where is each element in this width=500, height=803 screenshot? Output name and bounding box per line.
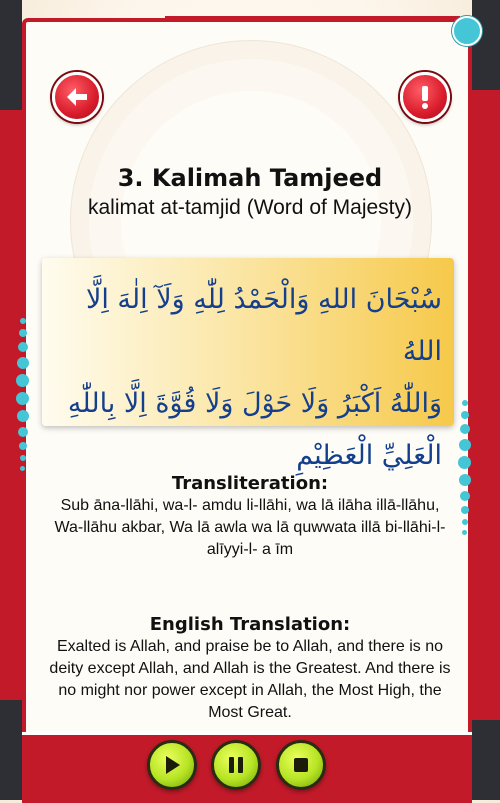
arabic-line-3: الْعَلِيِّ الْعَظِيْمِ bbox=[296, 440, 442, 471]
top-divider bbox=[165, 16, 460, 19]
exclamation-icon bbox=[414, 84, 436, 110]
stop-icon bbox=[290, 754, 312, 776]
play-button[interactable] bbox=[147, 740, 197, 790]
arabic-line-1: سُبْحَانَ اللهِ وَالْحَمْدُ لِلّٰهِ وَلَآ اِلٰهَ اِلَّا اللهُ bbox=[85, 284, 442, 367]
frame-right-strip bbox=[472, 0, 500, 800]
play-icon bbox=[161, 754, 183, 776]
transliteration-heading: Transliteration: bbox=[171, 473, 329, 494]
page-title: 3. Kalimah Tamjeed bbox=[117, 164, 383, 192]
frame-corner-bottom-right bbox=[472, 720, 500, 800]
frame-corner-top-left bbox=[0, 0, 22, 110]
stop-button[interactable] bbox=[276, 740, 326, 790]
transliteration-text: Sub āna-llāhi, wa-l- amdu li-llāhi, wa lā ilāha illā-llāhu, Wa-llāhu akbar, Wa lā awla wa lā quwwata illā bi-llāhi-l- alīyyi-l- a īm bbox=[54, 497, 446, 558]
info-button[interactable] bbox=[400, 72, 450, 122]
pause-button[interactable] bbox=[211, 740, 261, 790]
page-subtitle: kalimat at-tamjid (Word of Majesty) bbox=[87, 196, 413, 219]
arabic-line-2: وَاللّٰهُ اَكْبَرُ وَلَا حَوْلَ وَلَا قُوَّةَ اِلَّا بِاللّٰهِ bbox=[67, 388, 442, 419]
frame-corner-top-right bbox=[472, 0, 500, 90]
decorative-dot bbox=[452, 16, 482, 46]
pause-icon bbox=[225, 754, 247, 776]
translation-text: Exalted is Allah, and praise be to Allah, and there is no deity except Allah, and Allah is the Greatest. And there is no might nor power except in Allah, the Most High, the Most Great. bbox=[49, 638, 451, 721]
back-arrow-icon bbox=[64, 84, 90, 110]
frame-corner-bottom-left bbox=[0, 700, 22, 800]
arabic-text-panel bbox=[42, 258, 454, 471]
back-button[interactable] bbox=[52, 72, 102, 122]
right-dot-column bbox=[458, 400, 471, 535]
left-dot-column bbox=[16, 318, 29, 471]
translation-heading: English Translation: bbox=[149, 614, 351, 635]
arabic-text bbox=[52, 274, 442, 482]
